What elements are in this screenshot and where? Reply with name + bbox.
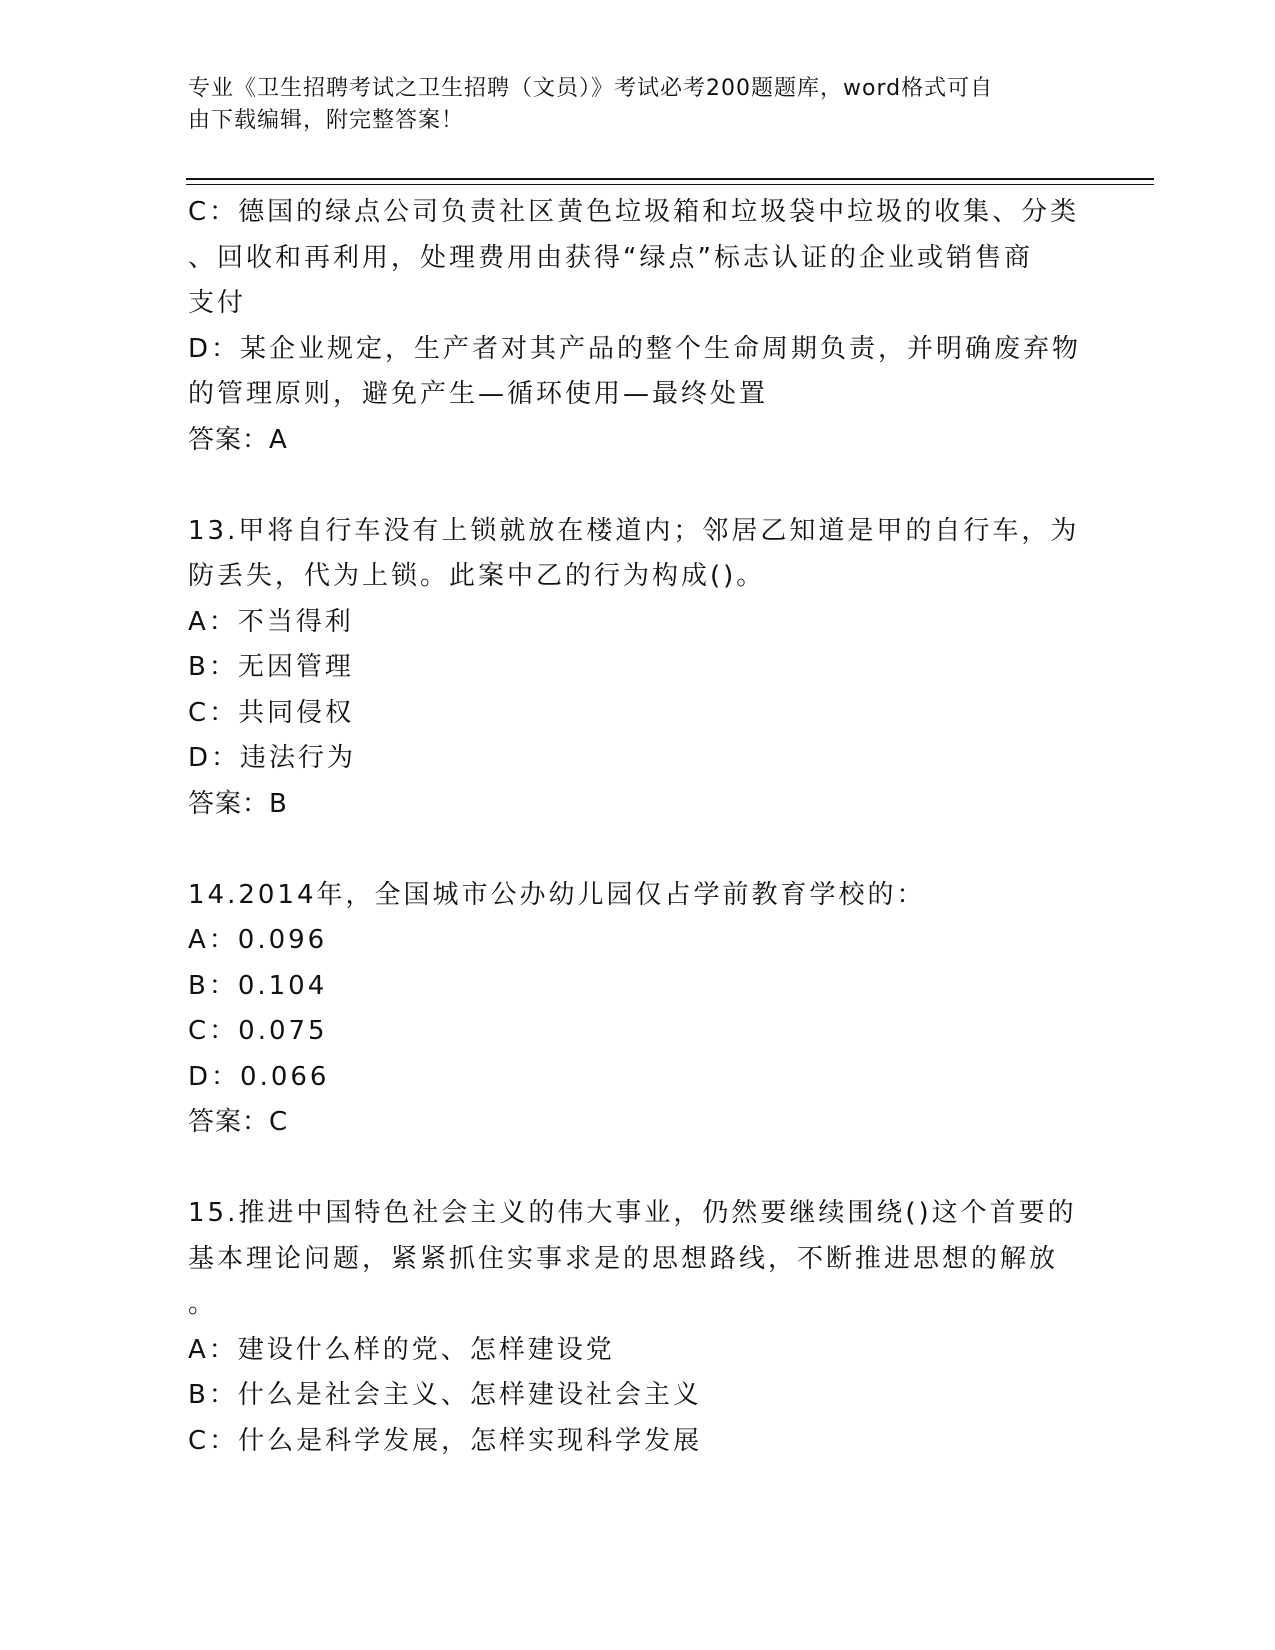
question-stem: 基本理论问题，紧紧抓住实事求是的思想路线，不断推进思想的解放: [188, 1243, 1059, 1274]
option-d: D：0.066: [188, 1061, 330, 1092]
header-rule-thick: [186, 178, 1154, 180]
answer-line: 答案：B: [188, 788, 288, 819]
option-a: A：0.096: [188, 925, 328, 955]
option-c-line: 支付: [188, 288, 247, 318]
option-d-line: D：某企业规定，生产者对其产品的整个生命周期负责，并明确废弃物: [188, 333, 1082, 364]
option-a: A：不当得利: [188, 606, 354, 637]
question-stem: 防丢失，代为上锁。此案中乙的行为构成()。: [188, 561, 766, 591]
option-c: C：共同侵权: [188, 697, 355, 728]
option-b: B：什么是社会主义、怎样建设社会主义: [188, 1380, 702, 1410]
question-14: [188, 873, 1088, 1146]
question-12-tail: [188, 190, 1088, 463]
question-15: [188, 1191, 1088, 1464]
answer-line: 答案：C: [188, 1107, 289, 1137]
header-line-2: 由下载编辑，附完整答案！: [188, 108, 465, 133]
spacer: [188, 463, 1088, 509]
answer-line: 答案：A: [188, 424, 288, 455]
question-stem: 13.甲将自行车没有上锁就放在楼道内；邻居乙知道是甲的自行车，为: [188, 515, 1080, 546]
option-c: C：0.075: [188, 1016, 328, 1046]
option-c: C：什么是科学发展，怎样实现科学发展: [188, 1425, 703, 1456]
spacer: [188, 1146, 1088, 1192]
header-line-1: 专业《卫生招聘考试之卫生招聘（文员）》考试必考200题题库，word格式可自: [188, 76, 994, 101]
option-a: A：建设什么样的党、怎样建设党: [188, 1334, 615, 1365]
question-stem: 。: [188, 1289, 218, 1319]
option-b: B：无因管理: [188, 652, 354, 682]
header-rule-thin: [186, 184, 1154, 185]
question-stem: 14.2014年，全国城市公办幼儿园仅占学前教育学校的：: [188, 879, 926, 910]
option-d: D：违法行为: [188, 743, 357, 773]
option-c-line: 、回收和再利用，处理费用由获得“绿点”标志认证的企业或销售商: [188, 242, 1033, 273]
document-header: [188, 73, 1068, 137]
option-b: B：0.104: [188, 970, 328, 1001]
question-13: [188, 509, 1088, 828]
spacer: [188, 827, 1088, 873]
option-d-line: 的管理原则，避免产生—循环使用—最终处置: [188, 379, 769, 409]
question-content: [188, 190, 1088, 1464]
option-c-line: C：德国的绿点公司负责社区黄色垃圾箱和垃圾袋中垃圾的收集、分类: [188, 197, 1080, 227]
question-stem: 15.推进中国特色社会主义的伟大事业，仍然要继续围绕()这个首要的: [188, 1198, 1077, 1228]
